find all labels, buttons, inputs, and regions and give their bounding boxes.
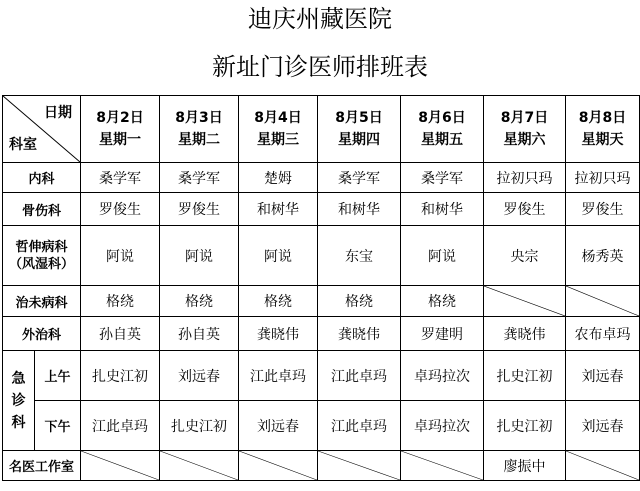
schedule-cell: 廖振中 [484,451,566,481]
empty-cell-slash [566,451,640,481]
emergency-char: 科 [11,414,26,431]
table-row [3,351,640,401]
table-row [3,193,640,226]
emergency-char: 诊 [11,392,26,409]
schedule-cell: 桑学军 [160,163,239,193]
schedule-cell: 阿说 [239,226,318,286]
weekday-label: 星期四 [338,132,380,148]
schedule-cell: 扎史江初 [81,351,160,401]
schedule-cell: 刘远春 [239,401,318,451]
table-row [3,451,640,481]
day-header [81,96,160,163]
corner-cell [3,96,81,163]
schedule-cell: 江此卓玛 [318,401,401,451]
schedule-cell: 卓玛拉次 [401,351,484,401]
table-row [3,286,640,317]
schedule-cell: 龚晓伟 [239,317,318,351]
schedule-cell: 刘远春 [160,351,239,401]
dept-label-internal: 内科 [3,163,81,193]
am-label: 上午 [35,351,81,401]
dept-header-label: 科室 [9,137,37,153]
day-header [484,96,566,163]
table-row [3,226,640,286]
schedule-cell: 格绕 [81,286,160,317]
date-label: 8月3日 [175,110,223,126]
schedule-cell: 央宗 [484,226,566,286]
header-row [3,96,640,163]
weekday-label: 星期三 [257,132,299,148]
date-label: 8月7日 [500,110,549,126]
schedule-cell: 格绕 [239,286,318,317]
day-header [401,96,484,163]
day-header [160,96,239,163]
table-row [3,317,640,351]
schedule-cell: 扎史江初 [484,401,566,451]
schedule-cell: 孙自英 [160,317,239,351]
empty-cell-slash [160,451,239,481]
schedule-cell: 江此卓玛 [318,351,401,401]
dept-label-orthopedics: 骨伤科 [3,193,81,226]
empty-cell-slash [484,286,566,317]
dept-label-external: 外治科 [3,317,81,351]
weekday-label: 星期二 [178,132,220,148]
table-row [3,401,640,451]
schedule-cell: 罗俊生 [484,193,566,226]
dept-label-rheumatology [3,226,81,286]
schedule-cell: 扎史江初 [484,351,566,401]
schedule-cell: 格绕 [401,286,484,317]
schedule-cell: 桑学军 [318,163,401,193]
weekday-label: 星期六 [503,132,546,148]
date-header-label: 日期 [44,105,72,121]
empty-cell-slash [318,451,401,481]
emergency-char: 急 [11,370,26,387]
dept-label-expert-studio: 名医工作室 [3,451,81,481]
schedule-cell: 楚姆 [239,163,318,193]
date-label: 8月8日 [578,110,627,126]
schedule-cell: 和树华 [239,193,318,226]
schedule-cell: 桑学军 [81,163,160,193]
dept-label-line2: （风湿科） [8,256,74,272]
date-label: 8月5日 [335,110,383,126]
schedule-cell: 罗俊生 [160,193,239,226]
empty-cell-slash [401,451,484,481]
schedule-cell: 扎史江初 [160,401,239,451]
weekday-label: 星期一 [99,132,141,148]
schedule-cell: 罗俊生 [81,193,160,226]
schedule-cell: 阿说 [81,226,160,286]
schedule-cell: 和树华 [401,193,484,226]
day-header [239,96,318,163]
pm-label: 下午 [35,401,81,451]
dept-label-line1: 哲伸病科 [15,239,68,255]
schedule-cell: 阿说 [401,226,484,286]
schedule-cell: 桑学军 [401,163,484,193]
empty-cell-slash [81,451,160,481]
schedule-cell: 拉初只玛 [484,163,566,193]
schedule-cell: 和树华 [318,193,401,226]
schedule-cell: 孙自英 [81,317,160,351]
schedule-cell: 阿说 [160,226,239,286]
weekday-label: 星期天 [581,132,624,148]
date-label: 8月6日 [418,110,466,126]
empty-cell-slash [239,451,318,481]
hospital-title: 迪庆州藏医院 [248,5,392,33]
dept-label-preventive: 治未病科 [3,286,81,317]
schedule-table [2,95,640,481]
weekday-label: 星期五 [421,132,463,148]
schedule-cell: 格绕 [318,286,401,317]
schedule-cell: 刘远春 [566,401,640,451]
day-header [566,96,640,163]
schedule-cell: 江此卓玛 [239,351,318,401]
schedule-cell: 农布卓玛 [566,317,640,351]
date-label: 8月4日 [254,110,302,126]
table-row [3,163,640,193]
schedule-cell: 卓玛拉次 [401,401,484,451]
schedule-cell: 格绕 [160,286,239,317]
schedule-cell: 龚晓伟 [484,317,566,351]
schedule-cell: 东宝 [318,226,401,286]
dept-label-emergency [3,351,35,451]
schedule-cell: 杨秀英 [566,226,640,286]
date-label: 8月2日 [96,110,144,126]
schedule-cell: 拉初只玛 [566,163,640,193]
schedule-cell: 刘远春 [566,351,640,401]
day-header [318,96,401,163]
schedule-cell: 罗俊生 [566,193,640,226]
schedule-cell: 罗建明 [401,317,484,351]
schedule-cell: 龚晓伟 [318,317,401,351]
empty-cell-slash [566,286,640,317]
schedule-title: 新址门诊医师排班表 [212,53,428,81]
schedule-cell: 江此卓玛 [81,401,160,451]
